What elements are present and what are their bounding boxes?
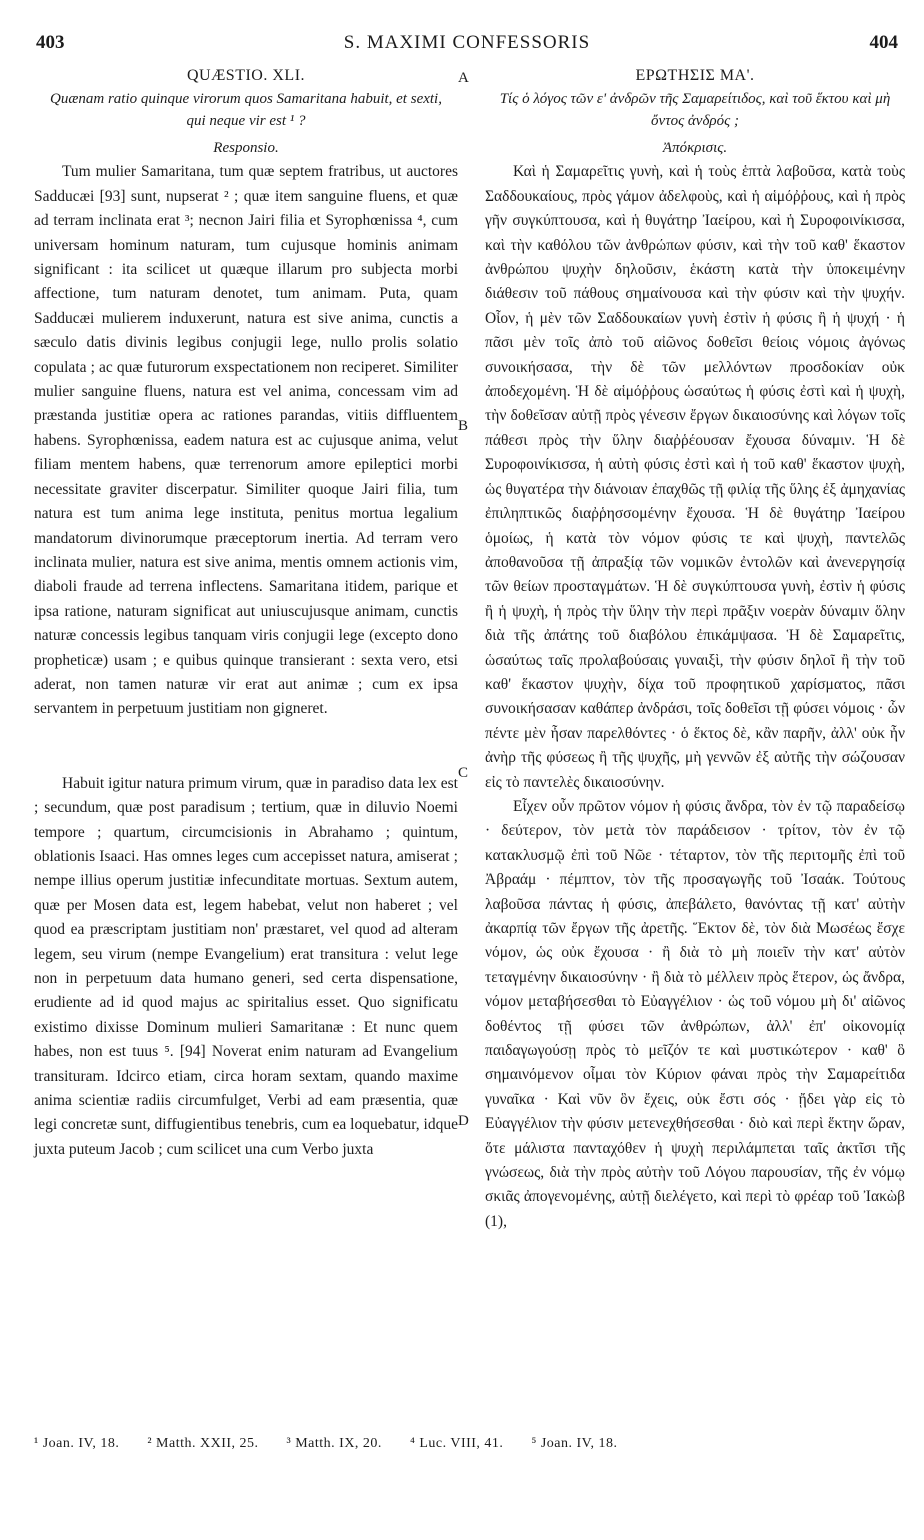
latin-column [34, 64, 458, 1162]
greek-question-title: ΕΡΩΤΗΣΙΣ ΜΑ'. [635, 67, 755, 84]
page-header [36, 32, 898, 58]
latin-question-title: QUÆSTIO. XLI. [186, 67, 306, 84]
margin-letter-b: B [458, 418, 469, 434]
latin-paragraph-2: Habuit igitur natura primum virum, quæ in paradiso data lex est ; secundum, quæ post paradisum ; tertium, quæ in diluvio Noemi tempore ; quartum, circumcisionis in Abrahamo ; quintum, oblationis Isaaci. Has omnes leges cum accepisset natura, amiserat ; nempe illius operum justitiæ infecunditate mortuas. Sextum autem, quæ per Mosen data est, legem habebat, velut non haberet ; vel quod ea præscriptam justitiam non' præstaret, vel quod ad alteram legem, seu virum (nempe Evangelium) erat transitura : velut lege non in perpetuum data humano generi, sed certa dispensatione, erudiente ad id quod majus ac spiritalius esset. Quo significatu existimo dixisse Dominum mulieri Samaritanæ : Et nunc quem habes, non est tuus ⁵. [94] Noverat enim naturam ad Evangelium transituram. Idcirco etiam, circa horam sextam, quando maxime anima scientiæ radiis circumfulget, Verbi ad eam præsentia, quæ legi concretæ sunt, diffugientibus tenebris, cum ea loquebatur, idque juxta puteum Jacob ; cum scilicet una cum Verbo juxta [34, 774, 458, 1158]
footnote: ¹ Joan. IV, 18. [34, 1436, 120, 1451]
margin-letter-d: D [458, 1113, 469, 1129]
greek-response-label: Ἀπόκρισις. [662, 140, 728, 157]
greek-paragraph-2: Εἶχεν οὖν πρῶτον νόμον ἡ φύσις ἄνδρα, τὸν ἐν τῷ παραδείσῳ · δεύτερον, τὸν μετὰ τὸν παράδεισον · τρίτον, τὸν ἐν τῷ κατακλυσμῷ ἐπὶ τοῦ Νῶε · τέταρτον, τὸν τῆς περιτομῆς ἐπὶ τοῦ Ἀβραάμ · πέμπτον, τὸν τῆς προσαγωγῆς τοῦ Ἰσαάκ. Τούτους λαβοῦσα πάντας ἡ φύσις, ἀπεβάλετο, θανόντας τῇ κατ' αὐτὴν ἀκαρπίᾳ τῶν ἔργων τῆς ἀρετῆς. Ἕκτον δὲ, τὸν διὰ Μωσέως ἔσχε νόμον, ὡς οὐκ ἔχουσα · ἢ διὰ τὸ μὴ ποιεῖν τὴν κατ' αὐτὸν τεταγμένην δικαιοσύνην · ἢ διὰ τὸ μέλλειν πρὸς ἕτερον, ὡς ἄνδρα, νόμον μεταβήσεσθαι τὸ Εὐαγγέλιον · ὡς τοῦ νόμου μὴ δι' αἰῶνος δοθέντος τῇ φύσει τῶν ἀνθρώπων, ἀλλ' ἐπ' οἰκονομίᾳ παιδαγωγούσῃ πρὸς τὸ μεῖζόν τε καὶ μυστικώτερον · καθ' ὃ σημαινόμενον οἶμαι τὸν Κύριον φάναι πρὸς τὴν Σαμαρείτιδα γυναῖκα · Καὶ νῦν ὃν ἔχεις, οὐκ ἔστι σός · ᾔδει γὰρ εἰς τὸ Εὐαγγέλιον τὴν φύσιν μετενεχθήσεσθαι · διὸ καὶ περὶ ἕκτην ὥραν, ὅτε μάλιστα πανταχόθεν ἡ ψυχὴ περιλάμπεται ταῖς ἀκτῖσι τῆς γνώσεως, διὰ τὴν πρὸς αὐτὴν τοῦ Λόγου παρουσίαν, τῆς ἐν νόμῳ σκιᾶς ἀπογενομένης, αὐτῇ διελέγετο, καὶ περὶ τὸ φρέαρ τοῦ Ἰακὼβ (1), [485, 797, 905, 1230]
latin-paragraph-1: Tum mulier Samaritana, tum quæ septem fratribus, ut auctores Sadducæi [93] sunt, nupserat ² ; quæ item sanguine fluens, et quæ ad terram inclinata erat ³; necnon Jairi filia et Syrophœnissa ⁴, cum universam hominum naturam, tum cujusque hominis animam significant : ita scilicet ut quæque illarum pro subjecta morbi affectione, tum naturam denotet, tum animam. Puta, quam Sadducæi mulierem induxerunt, natura est sive anima, cunctis a sæculo datis divinis legibus conjugii lege, nullo prolis solatio copulata ; ac quæ futurorum exspectationem non reciperet. Similiter mulier sanguine fluens, natura est vel anima, concessam vim ad præstanda justitiæ opera ac rationes parandas, vitiis diffluentem habens. Syrophœnissa, eadem natura est ac cujusque anima, velut filiam mentem habens, quæ terrenorum amore epileptici morbi necessitate graviter discerpatur. Similiter quoque Jairi filia, tum natura est tum anima lege instituta, penitus mortua legalium mandatorum divinorumque præceptorum inertia. Ad terram vero inclinata mulier, natura est sive anima, mentis omnem actionis vim, diaboli fraude ad terrena inflectens. Samaritana itidem, parique et ipsa ratione, naturam significat aut uniuscujusque animam, cunctis naturæ concessis legibus tanquam viris conjugii lege (excepto dono propheticæ) usam ; e quibus quinque transierant : sexta vero, etsi aderat, non tamen naturæ vir erat aut animæ ; cum ex ipsa servantem in perpetuum justitiam non gigneret. [34, 163, 458, 718]
latin-question-subtitle: Quænam ratio quinque virorum quos Samaritana habuit, et sexti, qui neque vir est ¹ ? [50, 91, 442, 130]
latin-response-label: Responsio. [213, 140, 279, 157]
footnote: ⁴ Luc. VIII, 41. [409, 1436, 504, 1451]
greek-question-subtitle: Τίς ὁ λόγος τῶν ε' ἀνδρῶν τῆς Σαμαρείτιδος, καὶ τοῦ ἕκτου καὶ μὴ ὄντος ἀνδρός ; [499, 91, 891, 130]
footnote: ⁵ Joan. IV, 18. [531, 1436, 618, 1451]
paragraph-gap [34, 722, 458, 772]
greek-paragraph-1: Καὶ ἡ Σαμαρεῖτις γυνὴ, καὶ ἡ τοὺς ἑπτὰ λαβοῦσα, κατὰ τοὺς Σαδδουκαίους, πρὸς γάμον ἀδελφοὺς, καὶ ἡ αἱμόῤῥους, καὶ ἡ πρὸς γῆν συγκύπτουσα, καὶ ἡ θυγάτηρ Ἰαείρου, καὶ ἡ Συροφοινίκισσα, καὶ τὴν καθόλου τῶν ἀνθρώπων φύσιν, καὶ τὴν τοῦ καθ' ἕκαστον ἀνθρώπου ψυχὴν δηλοῦσιν, ἑκάστη κατὰ τὴν ὑποκειμένην διάθεσιν τοῦ πάθους σημαίνουσα καὶ τὴν φύσιν καὶ τὴν ψυχήν. Οἷον, ἡ μὲν τῶν Σαδδουκαίων γυνὴ ἐστὶν ἡ φύσις ἢ ἡ ψυχή · ἡ πᾶσι μὲν τοῖς ἀπὸ τοῦ αἰῶνος δοθεῖσι θείοις νόμοις ἀγόνως συνοικήσασα, τὴν δὲ τῶν μελλόντων προσδοκίαν οὐκ ἀποδεχομένη. Ἡ δὲ αἱμόῤῥους ὡσαύτως ἡ φύσις ἐστὶ καὶ ἡ ψυχὴ, τὴν δοθεῖσαν αὐτῇ πρὸς γένεσιν ἔργων δικαιοσύνης καὶ λόγων τοῖς πάθεσι πρὸς τὴν ὕλην διαῤῥέουσαν ἔχουσα δύναμιν. Ἡ δὲ Συροφοινίκισσα, ἡ αὐτὴ φύσις ἐστὶ καὶ ἡ τοῦ καθ' ἕκαστον ψυχὴ, ὡς θυγατέρα τὴν διάνοιαν ἐπαχθῶς τῇ φιλίᾳ τῆς ὕλης ἐξ ἀμηχανίας ἐπιληπτικῶς διαῤῥησσομένην ἔχουσα. Ἡ δὲ θυγάτηρ Ἰαείρου ὁμοίως, ἡ κατὰ τὸν νόμον φύσις τε καὶ ψυχὴ, παντελῶς ἀποθανοῦσα τῇ ἀπραξίᾳ τῶν νομικῶν ἐντολῶν καὶ ἀνενεργησίᾳ τῶν θείων προσταγμάτων. Ἡ δὲ συγκύπτουσα γυνὴ, ἐστὶν ἡ φύσις ἢ ἡ ψυχὴ, ἡ πρὸς τὴν ὕλην τὴν περὶ πρᾶξιν νοερὰν δύναμιν ὅλην διὰ τῆς ἀπάτης τοῦ διαβόλου ἐπικάμψασα. Ἡ δὲ Σαμαρεῖτις, ὡσαύτως ταῖς προλαβούσαις γυναιξὶ, τὴν φύσιν δηλοῖ ἢ τὴν τοῦ καθ' ἕκαστον ψυχὴν, δίχα τοῦ προφητικοῦ χαρίσματος, πᾶσι συνοικήσασαν καθάπερ ἀνδράσι, τοῖς δοθεῖσι τῇ φύσει νόμοις · ὧν πέντε μὲν ἦσαν παρελθόντες · ὁ ἕκτος δὲ, κἂν παρῆν, ἀλλ' οὐκ ἦν ἀνὴρ τῆς φύσεως ἢ τῆς ψυχῆς, μὴ γεννῶν ἐξ αὐτῆς τὴν σώζουσαν εἰς τὸ παντελὲς δικαιοσύνην. [485, 163, 905, 791]
footnote: ³ Matth. IX, 20. [286, 1436, 382, 1451]
running-title: S. MAXIMI CONFESSORIS [343, 32, 591, 53]
right-page-number: 404 [869, 32, 898, 53]
footnotes [34, 1436, 904, 1452]
greek-column [485, 64, 905, 1234]
left-page-number: 403 [36, 32, 65, 53]
footnote: ² Matth. XXII, 25. [147, 1436, 259, 1451]
margin-letter-a: A [458, 70, 469, 86]
margin-letter-c: C [458, 765, 469, 781]
